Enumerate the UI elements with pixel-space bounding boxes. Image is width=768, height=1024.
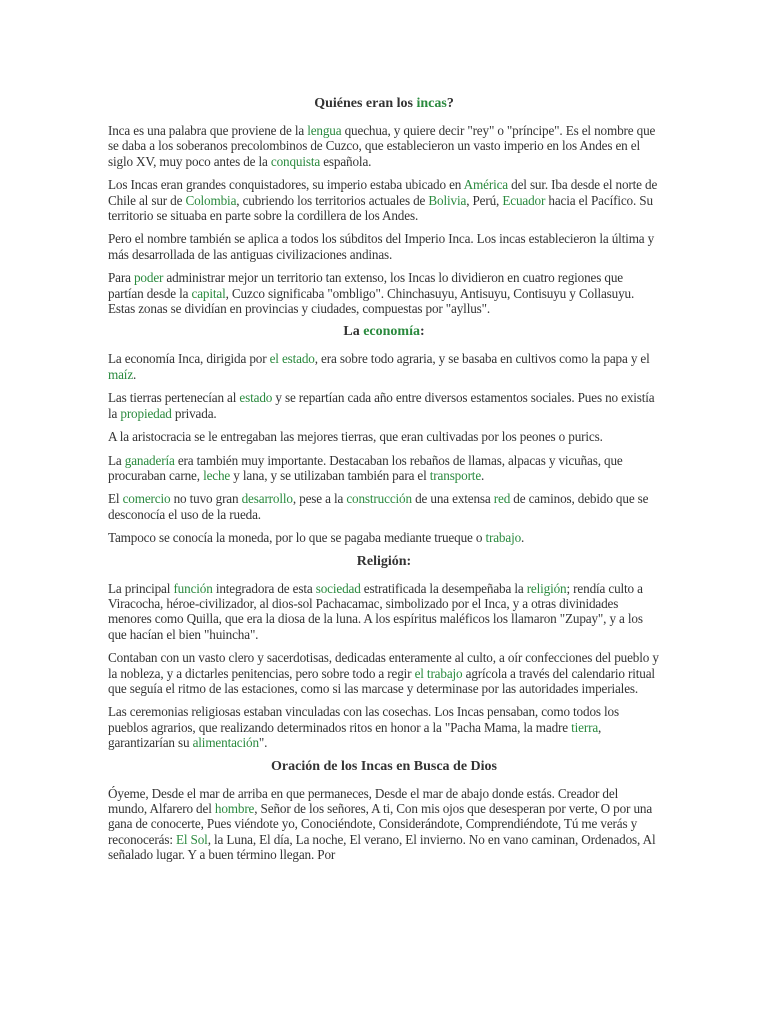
link-incas[interactable]: incas (416, 96, 447, 111)
section-heading-economia (108, 324, 660, 340)
text: era también muy importante. Destacaban los rebaños de llamas, alpacas y vicuñas, que procuraban carne, (108, 452, 623, 483)
paragraph (108, 650, 660, 696)
text: no tuvo gran (170, 491, 242, 507)
section-heading-oracion: Oración de los Incas en Busca de Dios (271, 758, 497, 774)
text: , garantizarían su (108, 719, 602, 751)
text: La principal (108, 580, 174, 596)
text: integradora de esta (212, 580, 316, 596)
link-hombre[interactable]: hombre (214, 801, 255, 816)
link-funcion[interactable]: función (173, 580, 213, 596)
text: de caminos, debido que se desconocía el uso de la rueda. (108, 491, 649, 522)
text: estratificada la desempeñaba la (360, 580, 527, 596)
text: , Perú, (466, 192, 503, 208)
section-heading-religion: Religión: (356, 553, 412, 569)
paragraph (108, 390, 660, 421)
link-america[interactable]: América (463, 177, 508, 193)
link-bolivia[interactable]: Bolivia (428, 192, 467, 208)
title-text: Quiénes eran los (314, 96, 417, 111)
text: Las tierras pertenecían al (108, 390, 240, 406)
text: , pese a la (292, 491, 347, 507)
link-tierra[interactable]: tierra (571, 719, 599, 735)
text: quechua, y quiere decir "rey" o "príncipe". Es el nombre que se daba a los soberanos precolombinos de Cuzco, que establecieron un vasto imperio en los Andes en el siglo XV, muy poco antes de la (108, 123, 656, 169)
text: española. (320, 153, 372, 169)
link-desarrollo[interactable]: desarrollo (241, 491, 293, 507)
paragraph (108, 123, 660, 169)
link-construccion[interactable]: construcción (346, 491, 412, 507)
text: , Señor de los señores, A ti, Con mis ojos que desesperan por verte, O por una gana de conocerte, Pues viéndote yo, Conociéndote, Considerándote, Comprendiéndote, Tú me verás y reconocerás: (108, 801, 653, 847)
text: , la Luna, El día, La noche, El verano, El invierno. No en vano caminan, Ordenados, Al señalado lugar. Y a buen término llegan. Por (108, 831, 656, 863)
paragraph (108, 581, 660, 643)
text: ". (258, 735, 268, 751)
link-poder[interactable]: poder (133, 270, 164, 286)
link-comercio[interactable]: comercio (122, 491, 171, 507)
text: privada. (171, 405, 217, 421)
link-transporte[interactable]: transporte (429, 467, 482, 483)
title-text-end: ? (446, 96, 454, 111)
link-alimentacion[interactable]: alimentación (192, 735, 259, 751)
text: , Cuzco significaba "ombligo". Chinchasuyu, Antisuyu, Contisuyu y Collasuyu. Estas zonas se dividían en provincias y ciudades, compuestas por "ayllus". (108, 285, 635, 317)
paragraph (108, 351, 660, 382)
text: . (133, 366, 137, 382)
paragraph (108, 231, 660, 262)
text: Pero el nombre también se aplica a todos los súbditos del Imperio Inca. Los incas establecieron la última y más desarrollada de las antiguas civilizaciones andinas. (108, 231, 655, 262)
text: Para (108, 270, 134, 286)
text: agrícola a través del calendario ritual que seguía el ritmo de las estaciones, como si las marcase y determinase por las autoridades imperiales. (108, 665, 655, 696)
link-colombia[interactable]: Colombia (185, 192, 237, 208)
link-el-estado[interactable]: el estado (269, 351, 315, 367)
text: Los Incas eran grandes conquistadores, su imperio estaba ubicado en (108, 177, 464, 193)
text: ; rendía culto a Viracocha, héroe-civilizador, al dios-sol Pachacamac, simbolizado por el Inca, y a otras divinidades menores como Quilla, que era la diosa de la luna. A los espíritus maléficos los llamaron "Zupay", y a los que hacían el bien "huincha". (108, 580, 643, 642)
text: y lana, y se utilizaban también para el (230, 467, 430, 483)
text: Contaban con un vasto clero y sacerdotisas, dedicadas enteramente al culto, a oír confecciones del pueblo y la nobleza, y a dictarles penitencias, pero sobre todo a regir (108, 650, 659, 681)
paragraph (108, 177, 660, 223)
text: La economía Inca, dirigida por (108, 351, 270, 367)
text: A la aristocracia se le entregaban las mejores tierras, que eran cultivadas por los peones o purics. (108, 429, 603, 445)
text: , cubriendo los territorios actuales de (236, 192, 429, 208)
text: y se repartían cada año entre diversos estamentos sociales. Pues no existía la (108, 390, 655, 421)
paragraph (108, 704, 660, 750)
text: Tampoco se conocía la moneda, por lo que se pagaba mediante trueque o (108, 530, 486, 546)
paragraph (108, 491, 660, 522)
text: El (108, 491, 123, 507)
link-trabajo[interactable]: trabajo (485, 530, 522, 546)
link-propiedad[interactable]: propiedad (120, 405, 172, 421)
paragraph (108, 786, 660, 863)
text: Óyeme, Desde el mar de arriba en que permaneces, Desde el mar de abajo donde estás. Creador del mundo, Alfarero del (108, 785, 619, 816)
link-economia[interactable]: economía (363, 324, 420, 340)
text: La (343, 324, 364, 340)
paragraph (108, 429, 660, 444)
link-lengua[interactable]: lengua (307, 123, 342, 138)
link-maiz[interactable]: maíz (108, 366, 134, 382)
paragraph (108, 270, 660, 316)
link-el-sol[interactable]: El Sol (175, 831, 208, 847)
link-ecuador[interactable]: Ecuador (502, 192, 546, 208)
text: administrar mejor un territorio tan extenso, los Incas lo dividieron en cuatro regiones que partían desde la (108, 270, 623, 301)
text: La (108, 452, 125, 468)
link-leche[interactable]: leche (203, 467, 231, 483)
link-ganaderia[interactable]: ganadería (124, 452, 175, 468)
text: de una extensa (411, 491, 494, 507)
text: Las ceremonias religiosas estaban vinculadas con las cosechas. Los Incas pensaban, como todos los pueblos agrarios, que realizando determinados ritos en honor a la "Pacha Mama, la madre (108, 704, 619, 735)
page-title (108, 96, 660, 112)
paragraph (108, 453, 660, 484)
text: del sur. Iba desde el norte de Chile al sur de (108, 177, 658, 208)
text: , era sobre todo agraria, y se basaba en cultivos como la papa y el (314, 351, 650, 367)
link-estado[interactable]: estado (239, 390, 273, 406)
link-sociedad[interactable]: sociedad (315, 580, 361, 596)
link-religion[interactable]: religión (526, 580, 567, 596)
link-conquista[interactable]: conquista (270, 153, 321, 169)
text: . (481, 467, 485, 483)
text: hacia el Pacífico. Su territorio se situaba en parte sobre la cordillera de los Andes. (108, 192, 653, 224)
link-capital[interactable]: capital (191, 285, 226, 301)
link-red[interactable]: red (493, 491, 511, 507)
text: Inca es una palabra que proviene de la (108, 123, 308, 138)
text: : (419, 324, 425, 340)
paragraph (108, 530, 660, 545)
text: . (521, 530, 525, 546)
link-el-trabajo[interactable]: el trabajo (414, 665, 463, 681)
